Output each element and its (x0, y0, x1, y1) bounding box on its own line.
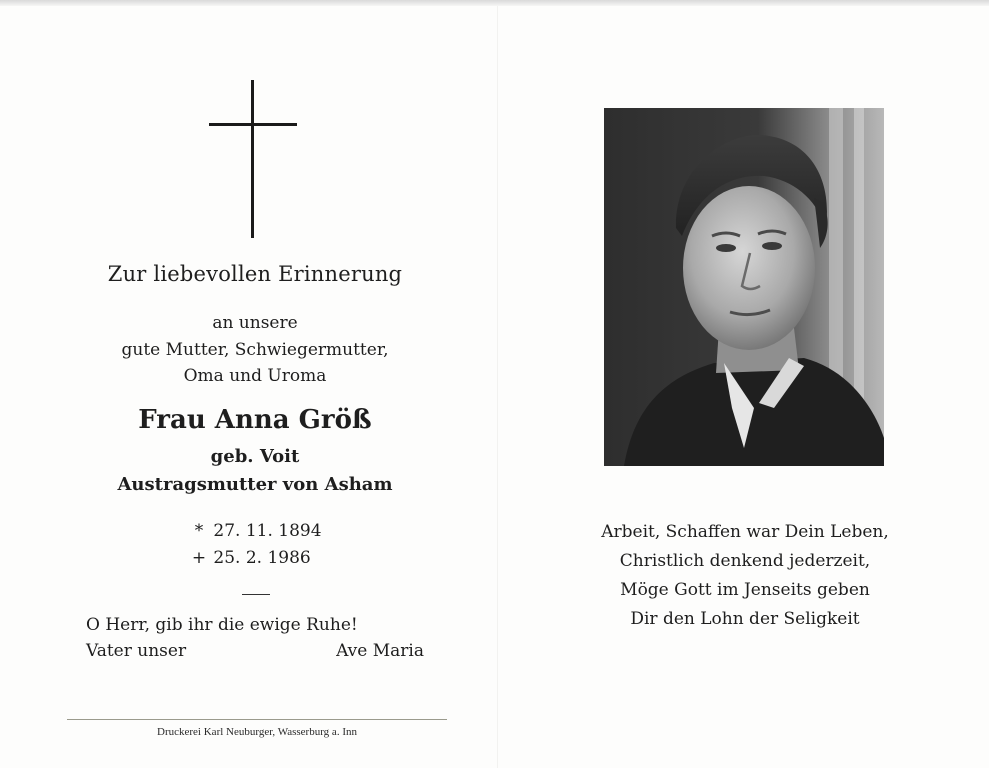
divider-dash (242, 594, 270, 595)
prayer-line: O Herr, gib ihr die ewige Ruhe! (86, 615, 358, 635)
heading: Zur liebevollen Erinnerung (107, 262, 403, 286)
portrait-photo (604, 108, 884, 466)
intro-line: gute Mutter, Schwiegermutter, (121, 340, 389, 360)
birth-symbol: * (194, 521, 204, 541)
footer-rule (67, 719, 447, 720)
printer-credit: Druckerei Karl Neuburger, Wasserburg a. Inn (157, 726, 357, 738)
portrait-illustration (604, 108, 884, 466)
deceased-title: Austragsmutter von Asham (117, 474, 393, 495)
verse-line: Dir den Lohn der Seligkeit (630, 609, 860, 629)
death-date-line (190, 548, 330, 568)
death-symbol: + (191, 548, 207, 568)
birth-date: 27. 11. 1894 (213, 521, 322, 541)
birth-date-line (190, 521, 330, 541)
verse-line: Arbeit, Schaffen war Dein Leben, (601, 522, 889, 542)
deceased-name: Frau Anna Größ (138, 405, 372, 435)
birth-name: geb. Voit (210, 446, 300, 467)
intro-line: an unsere (212, 313, 298, 333)
verse-line: Christlich denkend jederzeit, (619, 551, 871, 571)
death-date: 25. 2. 1986 (213, 548, 311, 568)
card-top-edge (0, 0, 989, 6)
verse-line: Möge Gott im Jenseits geben (620, 580, 870, 600)
intro-line: Oma und Uroma (183, 366, 327, 386)
card-fold (497, 6, 498, 768)
prayer-left: Vater unser (86, 641, 187, 661)
cross-icon (209, 80, 297, 238)
prayer-right: Ave Maria (336, 641, 424, 661)
